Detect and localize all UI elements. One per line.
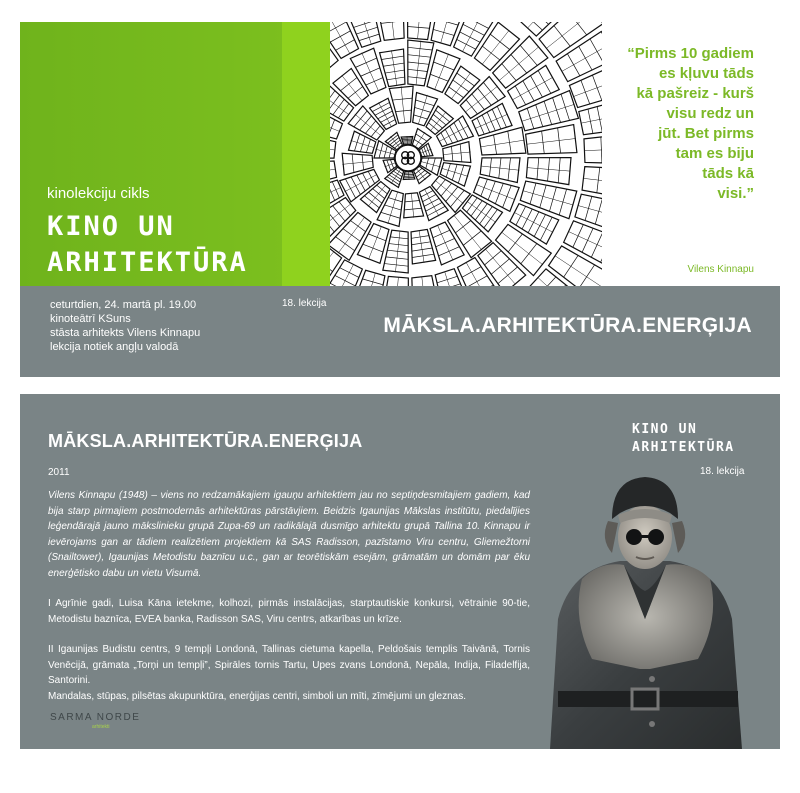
architect-portrait-photo (520, 469, 770, 749)
quote-author: Vilens Kinnapu (687, 264, 754, 275)
top-info-bar (20, 286, 780, 377)
sponsor-subtitle: arhitekti (92, 724, 110, 730)
bottom-lecture-number: 18. lekcija (700, 466, 745, 477)
green-accent-strip (282, 22, 330, 286)
city-mandala-illustration (330, 22, 602, 286)
info-speaker: stāsta arhitekts Vilens Kinnapu (50, 327, 201, 339)
intro-paragraph: Vilens Kinnapu (1948) – viens no redzamākajiem igauņu arhitektiem jau no septiņdesmitajiem gadiem, kad bija starp pirmajiem postmodernās arhitektūras pārstāvjiem. Beidzis Igaunijas Mākslas institūtu, piedalījies leģendārajā jauno mākslinieku grupā Zupa-69 un radikālajā dusmīgo arhitektu grupā Tallina 10. Kinnapu ir ievērojams gan ar tādiem realizētiem projektiem kā SAS Radisson, pazīstamo Viru centru, Gliemežtorni (Snailtower), Igaunijas Metodistu baznīcu u.c., gan ar teorētiskām esejām, grāmatām un domām par ēku enerģētisko dabu un vietu Visumā. (48, 490, 530, 579)
lecture-title: MĀKSLA.ARHITEKTŪRA.ENERĢIJA (383, 314, 752, 337)
cycle-subtitle: kinolekciju cikls (47, 185, 150, 202)
bottom-logo-line-2: ARHITEKTŪRA (632, 440, 735, 455)
quote-line: kā pašreiz - kurš (636, 85, 754, 102)
quote-line: visi.” (717, 185, 754, 202)
year: 2011 (48, 467, 70, 478)
top-green-panel (20, 22, 330, 286)
quote-line: tāds kā (702, 165, 754, 182)
quote-line: jūt. Bet pirms (658, 125, 754, 142)
part-three-paragraph: Mandalas, stūpas, pilsētas akupunktūra, enerģijas centri, simboli un mīti, zīmējumi un gleznas. (48, 690, 466, 702)
info-language: lekcija notiek angļu valodā (50, 341, 179, 353)
bottom-logo-line-1: KINO UN (632, 422, 698, 437)
quote-line: “Pirms 10 gadiem (627, 45, 754, 62)
part-two-paragraph: II Igaunijas Budistu centrs, 9 tempļi Londonā, Tallinas cietuma kapella, Peldošais templis Taivānā, Tornis Venēcijā, grāmata „Torņi un tempļi”, Spirāles tornis Tartu, Upes zvans Londonā, Nepāla, Indija, Filadelfija, Santorini. (48, 644, 530, 686)
bottom-title: MĀKSLA.ARHITEKTŪRA.ENERĢIJA (48, 431, 363, 451)
sponsor-logo: SARMA NORDE (50, 712, 141, 723)
quote-line: es kļuvu tāds (658, 65, 754, 82)
info-date: ceturtdien, 24. martā pl. 19.00 (50, 299, 197, 311)
lecture-number: 18. lekcija (282, 298, 327, 309)
quote-line: visu redz un (666, 105, 754, 122)
quote-line: tam es biju (675, 145, 754, 162)
body-text (48, 488, 530, 704)
bottom-card (20, 394, 780, 749)
logo-line-1: KINO UN (47, 211, 175, 242)
info-venue: kinoteātrī KSuns (50, 313, 131, 325)
logo-line-2: ARHITEKTŪRA (47, 247, 248, 278)
quote-block (604, 44, 754, 204)
mandala-drawing (330, 22, 602, 286)
part-one-paragraph: I Agrīnie gadi, Luisa Kāna ietekme, kolhozi, pirmās instalācijas, starptautiskie konkursi, vētrainie 90-tie, Metodistu baznīca, EVEA banka, Radisson SAS, Viru centrs, atkarības un krīze. (48, 598, 530, 625)
